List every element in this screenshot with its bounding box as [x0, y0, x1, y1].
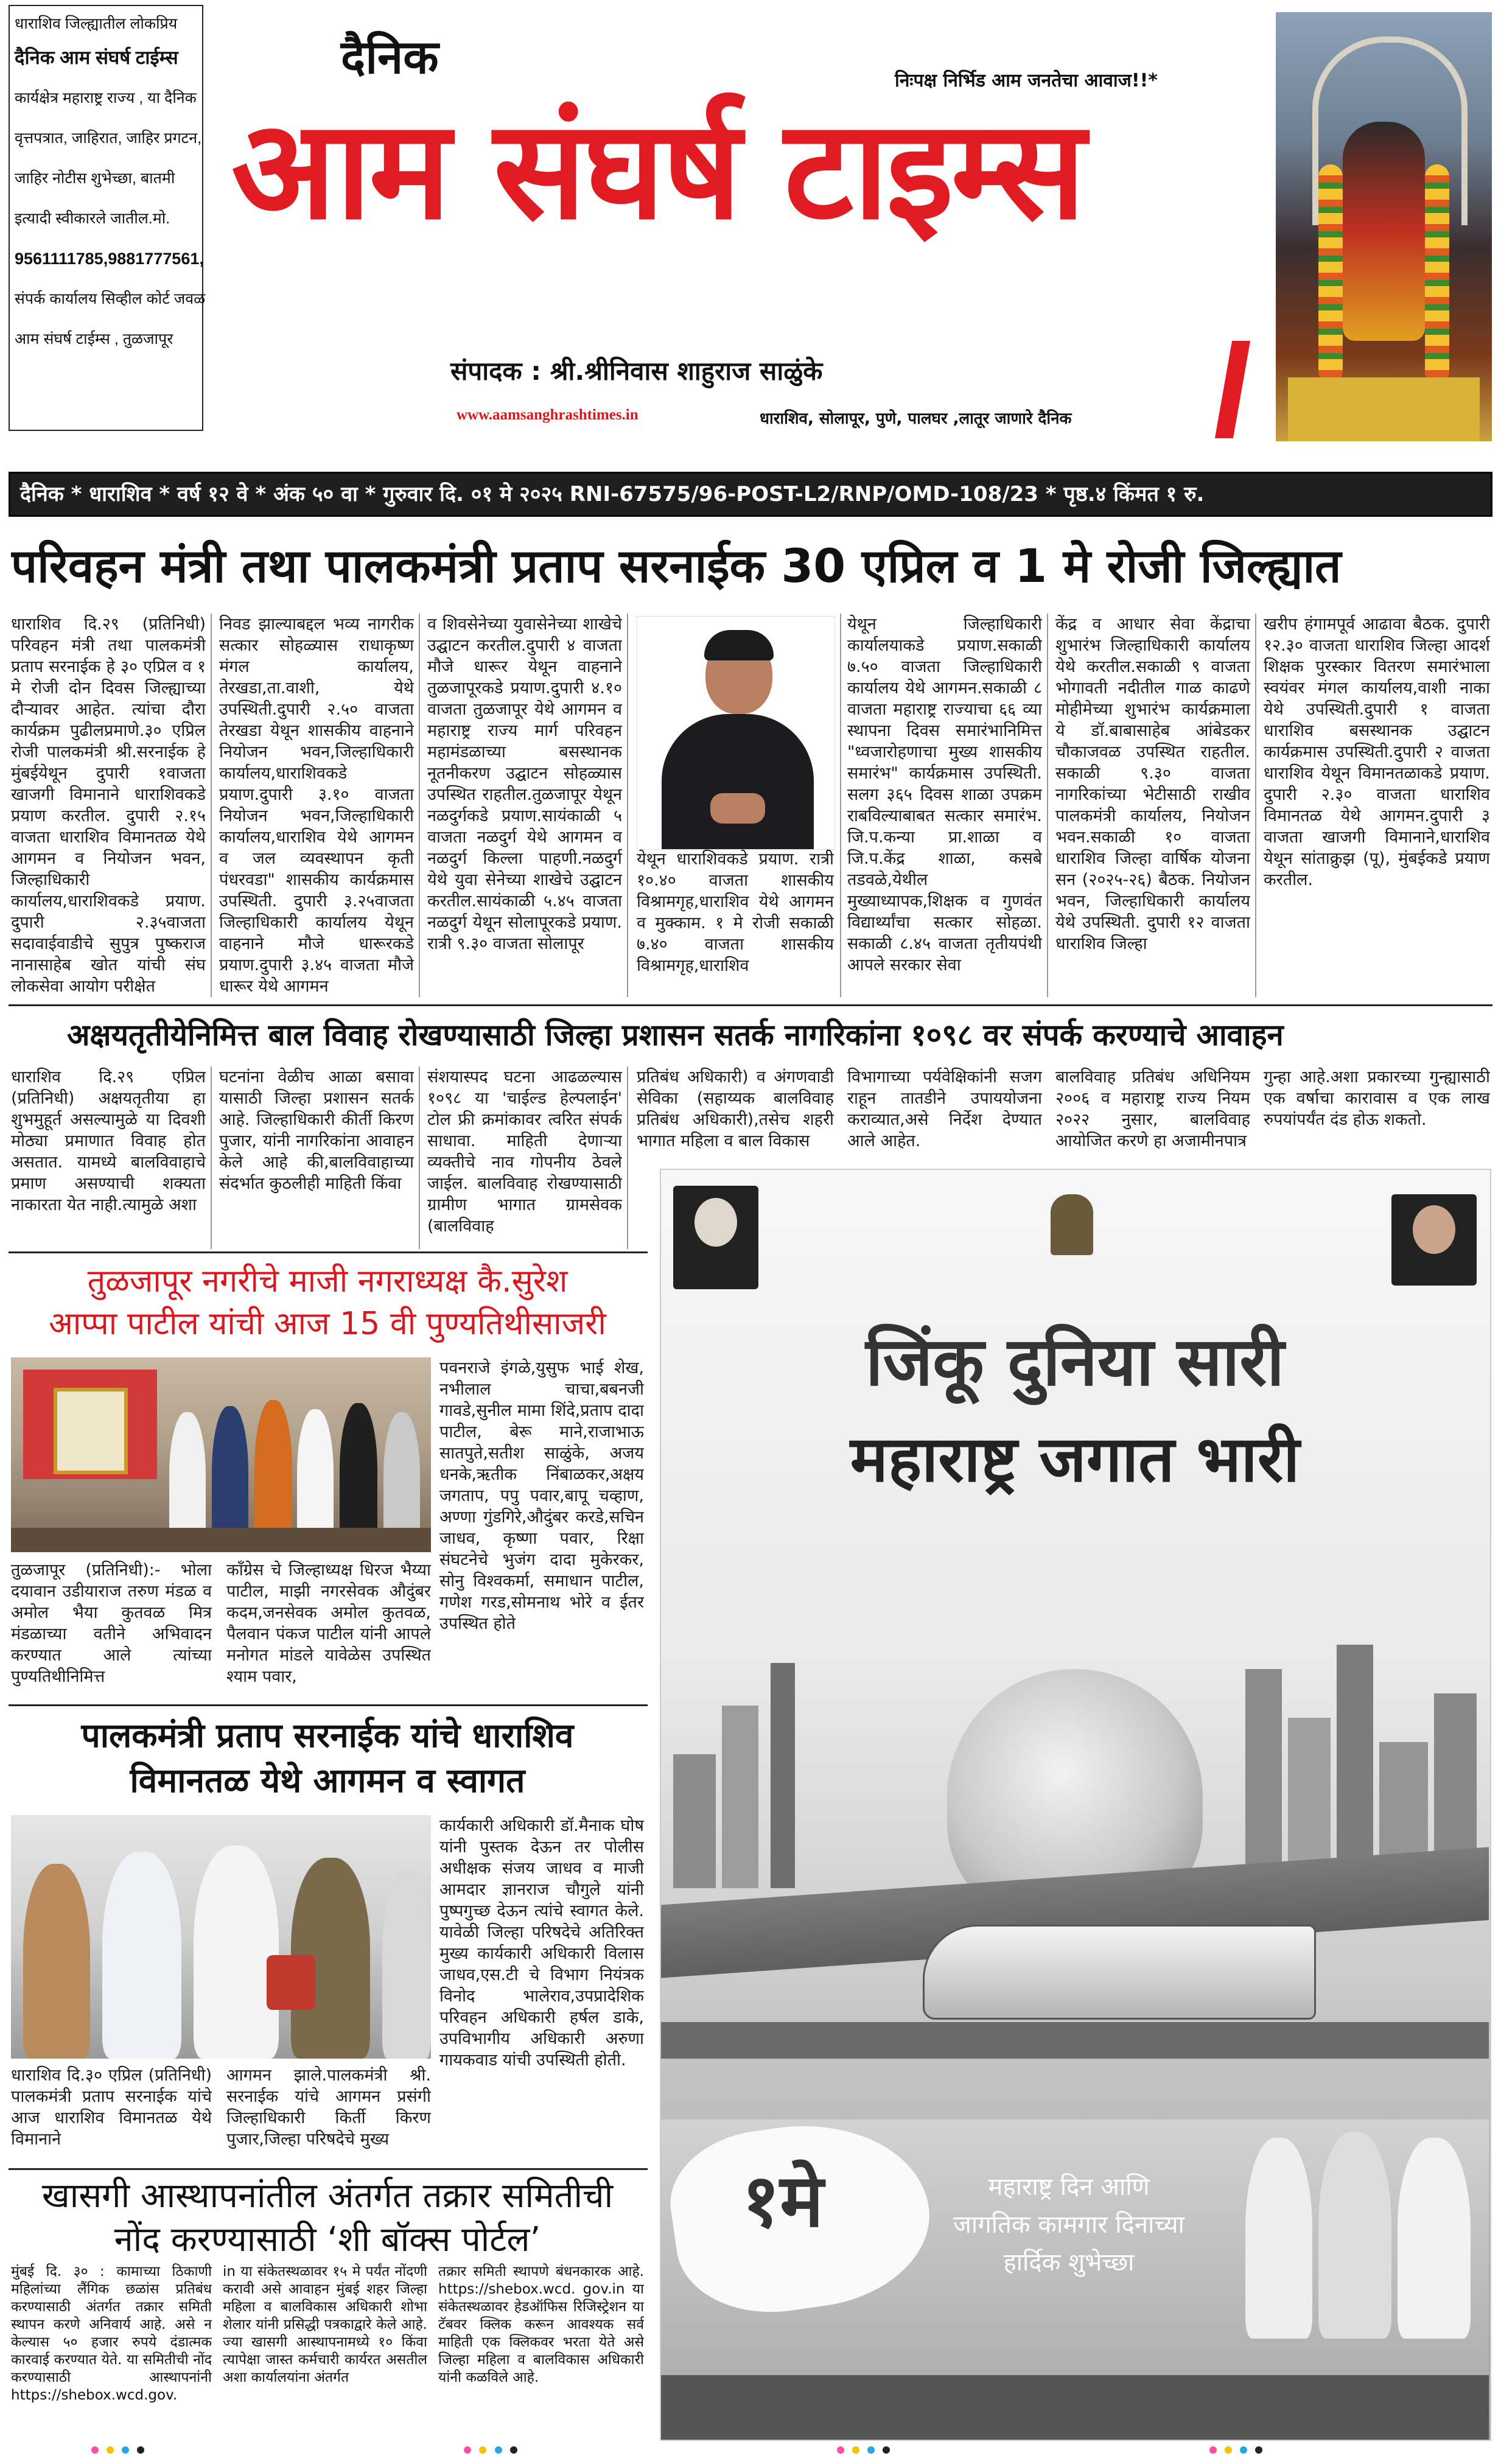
- maharashtra-day-advertisement: [660, 1169, 1491, 2441]
- leader-portrait-left: [673, 1186, 758, 1289]
- portrait-hair: [704, 630, 774, 660]
- story-2-column-6: बालविवाह प्रतिबंध अधिनियम २००६ व महाराष्ट्र राज्य नियम २०२२ नुसार, बालविवाह आयोजित करणे हा अजामीनपात्र: [1055, 1068, 1250, 1150]
- story-2-column-4: प्रतिबंध अधिकारी) व अंगणवाडी सेविका (सहाय्यक बालविवाह प्रतिबंध अधिकारी),तसेच शहरी भागात महिला व बाल विकास: [637, 1068, 834, 1150]
- registration-dot: [867, 2446, 875, 2454]
- info-line: कार्यक्षेत्र महाराष्ट्र राज्य , या दैनिक: [15, 89, 197, 107]
- greeting-line-2: जागतिक कामगार दिनाच्या: [953, 2211, 1184, 2239]
- advert-slogan-line-1: जिंकू दुनिया सारी: [866, 1323, 1284, 1401]
- column-divider: [627, 1066, 628, 1249]
- minister-portrait-photo: [637, 616, 835, 850]
- story-2-column-3: संशयास्पद घटना आढळल्यास १०९८ या 'चाईल्ड हेल्पलाईन' टोल फ्री क्रमांकावर त्वरित संपर्क साधावा. माहिती देणाऱ्या व्यक्तीचे नाव गोपनीय ठेवले जाईल. बालविवाह रोखण्यासाठी ग्रामीण भागात ग्रामसेवक (बालविवाह: [427, 1068, 622, 1236]
- story-3-side-text: पवनराजे इंगळे,युसुफ भाई शेख, नभीलाल चाचा,बबनजी गावडे,सुनील मामा शिंदे,प्रताप दादा पाटील, बेरू माने,राजाभाऊ सातपुते,सतीश साळुंके, अजय धनके,ऋतीक निंबाळकर,अक्षय जगताप, पपु पवार,बापू चव्हाण, अण्णा गुंडगिरे,औदुंबर करडे,सचिन जाधव, कृष्णा पवार, रिक्षा संघटनेचे भुजंग दादा मुकेरकर, सोनु विश्वकर्मा, समाधान पाटील, गणेश गरड,सोमनाथ भोरे व ईतर उपस्थित होते: [439, 1359, 644, 1633]
- story-2-column-2: घटनांना वेळीच आळा बसावा यासाठी जिल्हा प्रशासन सतर्क आहे. जिल्हाधिकारी कीर्ती किरण पुजार, यांनी नागरिकांना आवाहन केले आहे की,बालविवाहाच्या संदर्भात कुठलीही माहिती किंवा: [219, 1068, 414, 1193]
- story-5-headline-line-2: नोंद करण्यासाठी ‘शी बॉक्स पोर्टल’: [114, 2220, 541, 2259]
- building: [1245, 1669, 1282, 1888]
- website: www.aamsanghrashtimes.in: [457, 407, 639, 423]
- registration-dot: [852, 2446, 859, 2454]
- building: [1337, 1645, 1373, 1888]
- airport-welcome-photo: [11, 1815, 431, 2059]
- registration-dot: [1209, 2446, 1217, 2454]
- advert-footer-strip: [661, 2375, 1489, 2440]
- info-phones: 9561111785,9881777561,: [15, 250, 204, 268]
- building: [722, 1706, 758, 1888]
- story-4-headline-line-2: विमानतळ येथे आगमन व स्वागत: [130, 1761, 525, 1800]
- story-3-headline-line-1: तुळजापूर नगरीचे माजी नगराध्यक्ष कै.सुरेश: [87, 1263, 568, 1300]
- tribute-gathering-photo: [11, 1357, 431, 1552]
- column-divider: [1255, 614, 1256, 997]
- masthead: [0, 0, 1501, 506]
- story-4-headline-line-1: पालकमंत्री प्रताप सरनाईक यांचे धाराशिव: [81, 1716, 574, 1755]
- column-divider: [1047, 614, 1048, 997]
- story-2-column-5: विभागाच्या पर्यवेक्षिकांनी सजग राहून तातडीने उपाययोजना कराव्यात,असे निर्देश देण्यात आले आहेत.: [847, 1068, 1042, 1150]
- deity-figure: [1343, 122, 1425, 341]
- greeting-line-3: हार्दिक शुभेच्छा: [1003, 2249, 1135, 2277]
- registration-dot: [137, 2446, 144, 2454]
- garland-right: [1425, 164, 1449, 383]
- daily-label: दैनिक: [341, 30, 439, 84]
- person: [102, 1852, 181, 2059]
- column-divider: [419, 614, 420, 997]
- story-1-column-5: येथून जिल्हाधिकारी कार्यालयाकडे प्रयाण.सकाळी ७.५० वाजता जिल्हाधिकारी कार्यालय येथे आगमन.सकाळी ८ वाजता महाराष्ट्र राज्याचा ६६ व्या स्थापना दिवस समारंभानिमित्त "ध्वजारोहणाचा मुख्य शासकीय समारंभ" कार्यक्रमास उपस्थिती. सलग ३६५ दिवस शाळा उपक्रम राबविल्याबाबत सत्कार समारंभ. जि.प.कन्या प्रा.शाळा व जि.प.केंद्र शाळा, कसबे तडवळे,येथील मुख्याध्यापक,शिक्षक व गुणवंत विद्यार्थ्यांचा सत्कार सोहळा. सकाळी ८.४५ वाजता तृतीयपंथी आपले सरकार सेवा: [847, 615, 1042, 975]
- gift-bouquet: [267, 1955, 315, 2010]
- section-rule: [9, 2168, 648, 2170]
- editor-line: संपादक : श्री.श्रीनिवास शाहुराज साळुंके: [450, 356, 823, 386]
- column-divider: [840, 614, 841, 997]
- advertising-info-box: [9, 5, 206, 431]
- sea-link-bridge: [661, 2022, 1489, 2059]
- section-rule: [9, 1004, 1492, 1006]
- section-rule: [9, 1704, 648, 1706]
- registration-dot: [91, 2446, 99, 2454]
- story-3-column-1: तुळजापूर (प्रतिनिधी):- भोला दयावान उडीयाराज तरुण मंडळ व अमोल भैया कुतवळ मित्र मंडळाच्या वतीने अभिवादन करण्यात आले त्यांच्या पुण्यतिथीनिमित्त: [11, 1561, 212, 1686]
- registration-dot: [107, 2446, 114, 2454]
- floor: [11, 1528, 431, 1552]
- info-line: इत्यादी स्वीकारले जातील.मो.: [15, 210, 170, 227]
- story-3-column-2: काँग्रेस चे जिल्हाध्यक्ष धिरज भैय्या पाटील, माझी नगरसेवक औदुंबर कदम,जनसेवक अमोल कुतवळ, पैलवान पंकज पाटील यांनी आपले मनोगत मांडले यावेळेस उपस्थित श्याम पवार,: [226, 1561, 431, 1686]
- story-5-headline-line-1: खासगी आस्थापनांतील अंतर्गत तक्रार समितीची: [41, 2176, 614, 2216]
- portrait-hands: [710, 793, 765, 824]
- section-rule: [9, 1251, 648, 1253]
- tagline: निःपक्ष निर्भिड आम जनतेचा आवाज!!*: [895, 70, 1158, 91]
- building: [673, 1754, 716, 1888]
- info-paper-name: दैनिक आम संघर्ष टाईम्स: [15, 47, 178, 68]
- leader-group-figure: [1245, 2138, 1312, 2339]
- leader-face: [695, 1198, 737, 1247]
- info-line: संपर्क कार्यालय सिव्हील कोर्ट जवळ: [15, 290, 206, 307]
- story-4-side-text: कार्यकारी अधिकारी डॉ.मैनाक घोष यांनी पुस्तक देऊन तर पोलीस अधीक्षक संजय जाधव व माजी आमदार ज्ञानराज चौगुले यांनी पुष्पगुच्छ देऊन त्यांचे स्वागत केले. यावेळी जिल्हा परिषदेचे अतिरिक्त मुख्य कार्यकारी अधिकारी विलास जाधव,एस.टी चे विभाग नियंत्रक विनोद भालेराव,उपप्रादेशिक परिवहन अधिकारी हर्षल डाके, उपविभागीय अधिकारी अरुणा गायकवाड यांची उपस्थिती होती.: [439, 1816, 644, 2070]
- registration-dot: [479, 2446, 486, 2454]
- story-2-column-7: गुन्हा आहे.अशा प्रकारच्या गुन्ह्यासाठी एक वर्षाचा कारावास व एक लाख रुपयांपर्यंत दंड होऊ शकतो.: [1264, 1068, 1490, 1129]
- registration-dot: [883, 2446, 890, 2454]
- story-1-photo-caption: येथून धाराशिवकडे प्रयाण. रात्री १०.४० वाजता शासकीय विश्रामगृह,धाराशिव येथे आगमन व मुक्काम. १ मे रोजी सकाळी ७.४० वाजता शासकीय विश्रामगृह,धाराशिव: [637, 850, 834, 975]
- print-registration-dots: [91, 2445, 1430, 2457]
- person: [382, 1870, 431, 2059]
- column-divider: [627, 614, 628, 997]
- story-1-column-6: केंद्र व आधार सेवा केंद्राचा शुभारंभ जिल्हाधिकारी कार्यालय येथे करतील.सकाळी ९ वाजता भोगावती नदीतील गाळ काढणे मोहीमेच्या शुभारंभ कार्यक्रमाला ये डॉ.बाबासाहेब आंबेडकर चौकाजवळ उपस्थित राहतील. सकाळी ९.३० वाजता नागरिकांच्या भेटीसाठी राखीव पालकमंत्री कार्यालय, नियोजन भवन.सकाळी १० वाजता धाराशिव जिल्हा वार्षिक योजना सन (२०२५-२६) बैठक. नियोजन भवन, जिल्हाधिकारी कार्यालय येथे उपस्थिती. दुपारी १२ वाजता धाराशिव जिल्हा: [1055, 615, 1250, 953]
- statue: [771, 1663, 795, 1888]
- advert-date-badge: १मे: [741, 2159, 824, 2244]
- registration-dot: [1225, 2446, 1232, 2454]
- registration-dot: [837, 2446, 844, 2454]
- story-3-headline-line-2: आप्पा पाटील यांची आज 15 वी पुण्यतिथीसाजरी: [49, 1306, 606, 1342]
- portrait-suit: [662, 714, 814, 849]
- national-emblem-icon: [1051, 1194, 1093, 1255]
- greeting-line-1: महाराष्ट्र दिन आणि: [988, 2173, 1150, 2201]
- metro-train: [923, 1925, 1316, 2020]
- story-1-column-1: धाराशिव दि.२९ (प्रतिनिधी) परिवहन मंत्री तथा पालकमंत्री प्रताप सरनाईक हे ३० एप्रिल व १ मे रोजी दोन दिवस जिल्ह्याच्या दौऱ्यावर आहेत. त्यांचा दौरा कार्यक्रम पुढीलप्रमाणे.३० एप्रिल रोजी पालकमंत्री श्री.सरनाईक हे मुंबईयेथून दुपारी १वाजता खाजगी विमानाने धाराशिवकडे प्रयाण करतील. दुपारी २.१५ वाजता धाराशिव विमानतळ येथे आगमन व नियोजन भवन, जिल्हाधिकारी कार्यालय,धाराशिवकडे प्रयाण. दुपारी २.३५वाजता सदावाईवाडीचे सुपुत्र पुष्कराज नानासाहेब खोत यांची संघ लोकसेवा आयोग परीक्षेत: [11, 615, 206, 996]
- info-line: वृत्तपत्रात, जाहिरात, जाहिर प्रगटन,: [15, 130, 202, 147]
- story-2-headline: अक्षयतृतीयेनिमित्त बाल विवाह रोखण्यासाठी जिल्हा प्रशासन सतर्क नागरिकांना १०९८ वर संपर्क करण्याचे आवाहन: [67, 1018, 1284, 1052]
- registration-dot: [495, 2446, 502, 2454]
- story-1-headline: परिवहन मंत्री तथा पालकमंत्री प्रताप सरनाईक 30 एप्रिल व 1 मे रोजी जिल्ह्यात: [11, 539, 1342, 593]
- deity-photo: [1276, 12, 1492, 441]
- registration-dot: [1240, 2446, 1247, 2454]
- story-5-column-1: मुंबई दि. ३० : कामाच्या ठिकाणी महिलांच्या लैंगिक छळांस प्रतिबंध करण्यासाठी अंतर्गत तक्रार समिती स्थापन करणे अनिवार्य आहे. असे न केल्यास ५० हजार रुपये दंडात्मक कारवाई करण्यात येते. या समितीची नोंद करण्यासाठी आस्थापनांनी https://shebox.wcd.gov.: [11, 2264, 212, 2403]
- story-4-column-1: धाराशिव दि.३० एप्रिल (प्रतिनिधी) पालकमंत्री प्रताप सरनाईक यांचे आज धाराशिव विमानतळ येथे विमानाने: [11, 2066, 212, 2149]
- info-line: आम संघर्ष टाईम्स , तुळजापूर: [15, 331, 173, 348]
- info-bar: [9, 472, 1492, 517]
- paper-title: आम संघर्ष टाइम्स: [231, 91, 1083, 250]
- person: [194, 1846, 279, 2059]
- story-1-column-7: खरीप हंगामपूर्व आढावा बैठक. दुपारी १२.३० वाजता धाराशिव जिल्हा आदर्श शिक्षक पुरस्कार वितरण समारंभाला स्वयंवर मंगल कार्यालय,वाशी नाका येथे उपस्थिती.दुपारी १ वाजता धाराशिव बसस्थानक उद्घाटन कार्यक्रमास उपस्थिती.दुपारी २ वाजता धाराशिव येथून विमानतळाकडे प्रयाण. दुपारी २.३० वाजता धाराशिव विमानतळ येथे आगमन.दुपारी ३ वाजता खाजगी विमानाने,धाराशिव येथून सांताक्रुझ (पू), मुंबईकडे प्रयाण करतील.: [1264, 615, 1490, 889]
- story-5-column-3: तक्रार समिती स्थापणे बंधनकारक आहे. https://shebox.wcd. gov.in या संकेतस्थळावर हेडऑफिस रिजिस्ट्रेशन या टॅबवर क्लिक करून आवश्यक सर्व माहिती एक क्लिकवर भरता येते असे जिल्हा महिला व बालविकास अधिकारी यांनी कळविले आहे.: [438, 2264, 644, 2385]
- story-1-column-2: निवड झाल्याबद्दल भव्य नागरीक सत्कार सोहळ्यास राधाकृष्ण मंगल कार्यालय, तेरखडा,ता.वाशी, येथे उपस्थिती.दुपारी २.५० वाजता तेरखडा येथून शासकीय वाहनाने नियोजन भवन,जिल्हाधिकारी कार्यालय,धाराशिवकडे प्रयाण.दुपारी ३.१० वाजता नियोजन भवन,जिल्हाधिकारी कार्यालय,धाराशिव येथे आगमन व जल व्यवस्थापन कृती पंधरवडा" शासकीय कार्यक्रमास उपस्थिती. दुपारी ३.२५वाजता जिल्हाधिकारी कार्यालय येथून वाहनाने मौजे धारूरकडे प्रयाण.दुपारी ३.४५ वाजता मौजे धारूर येथे आगमन: [219, 615, 414, 996]
- story-4-headline: [11, 1713, 644, 1803]
- greeting-band: [661, 2119, 1489, 2440]
- column-divider: [211, 614, 212, 997]
- story-2-column-1: धाराशिव दि.२९ एप्रिल (प्रतिनिधी) अक्षयतृतीया हा शुभमुहूर्त असल्यामुळे या दिवशी मोठ्या प्रमाणात विवाह होत असतात. यामध्ये बालविवाहाचे प्रमाण असण्याची शक्यता नाकारता येत नाही.त्यामुळे अशा: [11, 1068, 206, 1214]
- registration-dot: [464, 2446, 471, 2454]
- leader-group-figure: [1318, 2132, 1391, 2339]
- story-3-headline: [11, 1260, 644, 1345]
- portrait-frame: [54, 1388, 128, 1474]
- story-5-headline: [11, 2174, 644, 2262]
- person: [23, 1864, 90, 2059]
- info-bar-text: दैनिक * धाराशिव * वर्ष १२ वे * अंक ५० वा * गुरुवार दि. ०१ मे २०२५ RNI-67575/96-POST-L2/RNP/OMD-108/23 * पृष्ठ.४ किंमत १ रु.: [20, 482, 1205, 506]
- registration-dot: [122, 2446, 129, 2454]
- story-1-column-3: व शिवसेनेच्या युवासेनेच्या शाखेचे उद्घाटन करतील.दुपारी ४ वाजता मौजे धारूर येथून वाहनाने तुळजापूरकडे प्रयाण.दुपारी ४.१० वाजता तुळजापूर येथे आगमन व महाराष्ट्र राज्य मार्ग परिवहन महामंडळाच्या बसस्थानक नूतनीकरण उद्घाटन सोहळ्यास उपस्थित राहतील.तुळजापूर येथून नळदुर्गकडे प्रयाण.सायंकाळी ५ वाजता नळदुर्ग येथे आगमन व नळदुर्ग किल्ला पाहणी.नळदुर्ग येथे युवा सेनेच्या शाखेचे उद्घाटन करतील.सायंकाळी ५.४५ वाजता नळदुर्ग येथून सोलापूरकडे प्रयाण. रात्री ९.३० वाजता सोलापूर: [427, 615, 622, 953]
- red-slash-mark: [1215, 341, 1250, 438]
- column-divider: [211, 1066, 212, 1249]
- registration-dot: [1255, 2446, 1262, 2454]
- info-line: धाराशिव जिल्ह्यातील लोकप्रिय: [15, 15, 178, 32]
- advert-slogan-line-2: महाराष्ट्र जगात भारी: [850, 1422, 1300, 1496]
- garland-left: [1318, 164, 1343, 383]
- registration-dot: [510, 2446, 517, 2454]
- altar-base: [1288, 377, 1480, 441]
- column-divider: [419, 1066, 420, 1249]
- leader-group-figure: [1398, 2138, 1471, 2339]
- leader-portrait-right: [1391, 1194, 1477, 1286]
- leader-face: [1413, 1205, 1455, 1254]
- story-4-column-2: आगमन झाले.पालकमंत्री श्री. सरनाईक यांचे आगमन प्रसंगी जिल्हाधिकारी किर्ती किरण पुजार,जिल्हा परिषदेचे मुख्य: [226, 2066, 431, 2149]
- story-5-column-2: in या संकेतस्थळावर १५ मे पर्यंत नोंदणी करावी असे आवाहन मुंबई शहर जिल्हा महिला व बालविकास अधिकारी शोभा शेलार यांनी प्रसिद्धी पत्रकाद्वारे केले आहे. ज्या खासगी आस्थापनामध्ये १० किंवा त्यापेक्षा जास्त कर्मचारी कार्यरत असतील अशा कार्यालयांना अंतर्गत: [223, 2264, 427, 2385]
- info-line: जाहिर नोटीस शुभेच्छा, बातमी: [15, 170, 175, 187]
- advert-greeting: [923, 2168, 1215, 2281]
- regions-line: धाराशिव, सोलापूर, पुणे, पालघर ,लातूर जाणारे दैनिक: [760, 410, 1072, 428]
